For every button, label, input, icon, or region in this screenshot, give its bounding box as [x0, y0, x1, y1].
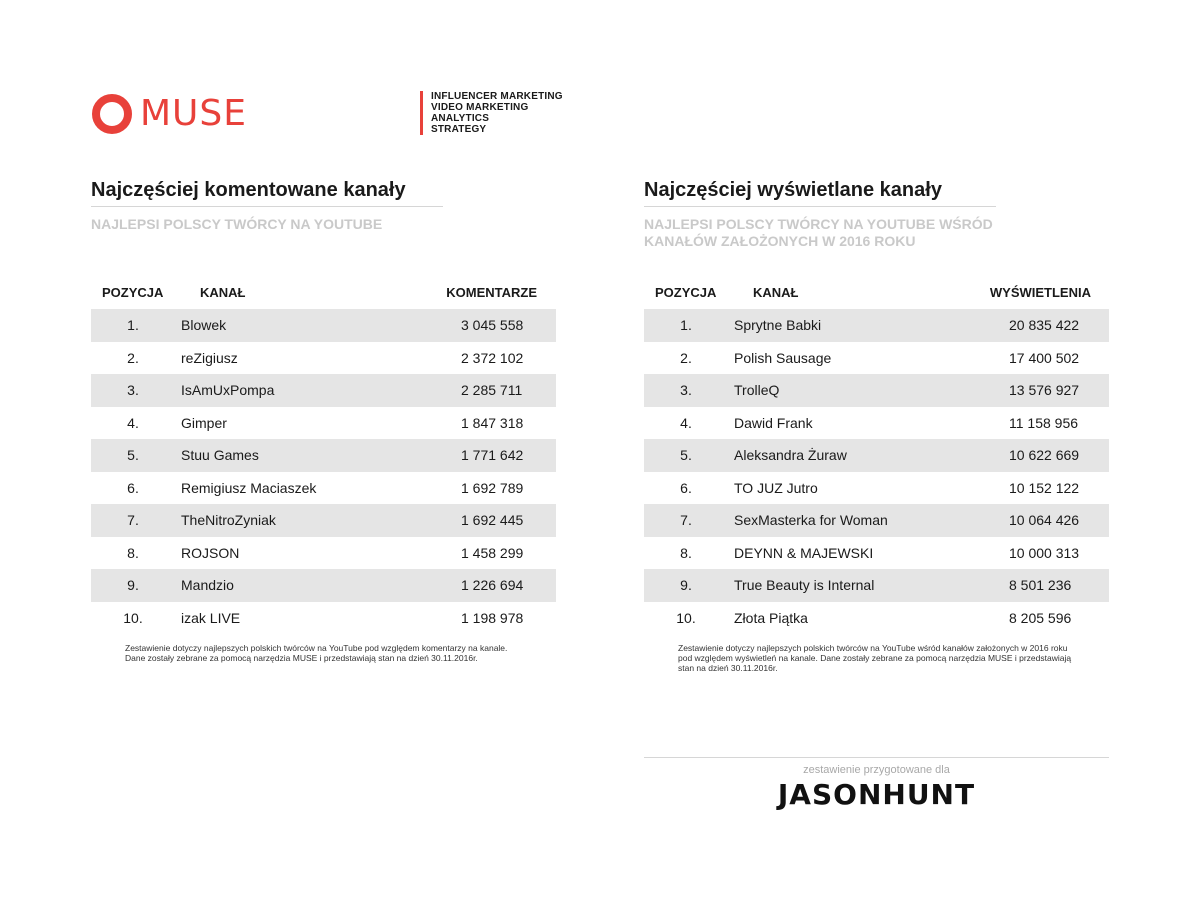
header-views: WYŚWIETLENIA — [989, 285, 1091, 300]
row-position: 3. — [127, 382, 139, 399]
row-channel: Aleksandra Żuraw — [734, 447, 847, 464]
row-channel: reZigiusz — [181, 349, 238, 366]
table-row — [91, 342, 556, 375]
header-comments: KOMENTARZE — [446, 285, 537, 300]
row-value: 10 152 122 — [1009, 479, 1080, 496]
tagline-line: ANALYTICS — [431, 113, 490, 124]
row-value: 1 771 642 — [461, 447, 524, 464]
row-channel: ROJSON — [181, 544, 240, 561]
views-ranking-section — [644, 178, 1109, 673]
title-divider — [91, 206, 443, 207]
section-title: Najczęściej wyświetlane kanały — [644, 179, 942, 201]
muse-logo — [92, 94, 247, 134]
table-row — [91, 374, 556, 407]
row-value: 10 064 426 — [1009, 512, 1080, 529]
row-position: 8. — [680, 544, 692, 561]
row-value: 13 576 927 — [1009, 382, 1080, 399]
row-channel: Remigiusz Maciaszek — [181, 479, 317, 496]
row-position: 9. — [127, 577, 139, 594]
tagline-line: STRATEGY — [431, 124, 487, 135]
tagline-line: INFLUENCER MARKETING — [431, 91, 563, 102]
row-value: 10 622 669 — [1009, 447, 1080, 464]
footnote-line: Dane zostały zebrane za pomocą narzędzia MUSE i przedstawiają stan na dzień 30.11.2016r. — [125, 653, 478, 663]
section-title: Najczęściej komentowane kanały — [91, 179, 406, 201]
row-channel: izak LIVE — [181, 609, 241, 626]
table-header — [644, 285, 1109, 303]
row-value: 17 400 502 — [1009, 349, 1080, 366]
row-position: 10. — [123, 609, 143, 626]
table-row — [91, 439, 556, 472]
table-row — [644, 602, 1109, 635]
row-channel: Polish Sausage — [734, 349, 832, 366]
row-position: 5. — [127, 447, 139, 464]
header-position: POZYCJA — [655, 285, 717, 300]
table-row — [91, 569, 556, 602]
table-row — [644, 342, 1109, 375]
row-value: 10 000 313 — [1009, 544, 1080, 561]
table-row — [644, 374, 1109, 407]
row-value: 20 835 422 — [1009, 317, 1080, 334]
row-channel: Mandzio — [181, 577, 234, 594]
row-position: 1. — [127, 317, 139, 334]
row-position: 8. — [127, 544, 139, 561]
jasonhunt-logo: JASONHUNT — [777, 778, 976, 811]
footnote-line: stan na dzień 30.11.2016r. — [678, 663, 778, 673]
row-position: 5. — [680, 447, 692, 464]
row-value: 2 372 102 — [461, 349, 524, 366]
tagline-block — [420, 91, 563, 135]
row-value: 1 226 694 — [461, 577, 524, 594]
row-position: 7. — [680, 512, 692, 529]
footnote-line: Zestawienie dotyczy najlepszych polskich twórców na YouTube wśród kanałów założonych w 2016 roku — [678, 643, 1068, 653]
row-position: 4. — [127, 414, 139, 431]
footer-divider — [644, 757, 1109, 758]
row-value: 2 285 711 — [461, 382, 523, 399]
row-channel: Gimper — [181, 414, 227, 431]
header-channel: KANAŁ — [753, 285, 799, 300]
row-channel: TO JUZ Jutro — [734, 479, 818, 496]
header-position: POZYCJA — [102, 285, 164, 300]
row-value: 1 692 445 — [461, 512, 524, 529]
muse-logo-icon — [92, 94, 132, 134]
section-subtitle: NAJLEPSI POLSCY TWÓRCY NA YOUTUBE WŚRÓD KANAŁÓW ZAŁOŻONYCH W 2016 ROKU — [644, 216, 993, 249]
row-channel: TheNitroZyniak — [181, 512, 276, 529]
footnote — [125, 643, 525, 663]
table-row — [644, 439, 1109, 472]
row-position: 9. — [680, 577, 692, 594]
section-subtitle: NAJLEPSI POLSCY TWÓRCY NA YOUTUBE — [91, 216, 383, 232]
footnote-line: Zestawienie dotyczy najlepszych polskich twórców na YouTube pod względem komentarzy na kanale. — [125, 643, 508, 653]
row-position: 3. — [680, 382, 692, 399]
row-position: 2. — [127, 349, 139, 366]
table-row — [91, 537, 556, 570]
footnote — [678, 643, 1078, 673]
row-channel: Dawid Frank — [734, 414, 813, 431]
table-row — [644, 472, 1109, 505]
footnote-line: pod względem wyświetleń na kanale. Dane zostały zebrane za pomocą narzędzia MUSE i przedstawiają — [678, 653, 1072, 663]
table-header — [91, 285, 556, 303]
table-row — [91, 504, 556, 537]
row-value: 1 198 978 — [461, 609, 524, 626]
table-row — [91, 472, 556, 505]
row-position: 10. — [676, 609, 696, 626]
header-channel: KANAŁ — [200, 285, 246, 300]
row-value: 1 692 789 — [461, 479, 524, 496]
table-row — [644, 309, 1109, 342]
row-value: 8 205 596 — [1009, 609, 1072, 626]
row-value: 1 458 299 — [461, 544, 524, 561]
row-channel: Sprytne Babki — [734, 317, 822, 334]
row-position: 4. — [680, 414, 692, 431]
table-row — [644, 407, 1109, 440]
muse-logo-text: MUSE — [140, 93, 248, 134]
row-channel: Blowek — [181, 317, 227, 334]
comments-ranking-section — [91, 178, 556, 663]
row-channel: True Beauty is Internal — [734, 577, 875, 594]
table-row — [644, 537, 1109, 570]
row-channel: Złota Piątka — [734, 609, 808, 626]
row-channel: TrolleQ — [734, 382, 780, 399]
table-row — [91, 309, 556, 342]
row-position: 7. — [127, 512, 139, 529]
row-value: 3 045 558 — [461, 317, 524, 334]
row-position: 6. — [680, 479, 692, 496]
tagline-line: VIDEO MARKETING — [431, 102, 529, 113]
table-row — [644, 569, 1109, 602]
row-value: 1 847 318 — [461, 414, 524, 431]
table-row — [91, 602, 556, 635]
row-channel: DEYNN & MAJEWSKI — [734, 544, 874, 561]
row-channel: IsAmUxPompa — [181, 382, 275, 399]
table-row — [91, 407, 556, 440]
ranking-table — [644, 309, 1109, 634]
row-value: 11 158 956 — [1009, 414, 1079, 431]
row-value: 8 501 236 — [1009, 577, 1072, 594]
ranking-table — [91, 309, 556, 634]
title-divider — [644, 206, 996, 207]
row-position: 1. — [680, 317, 692, 334]
row-position: 6. — [127, 479, 139, 496]
row-position: 2. — [680, 349, 692, 366]
table-row — [644, 504, 1109, 537]
row-channel: SexMasterka for Woman — [734, 512, 888, 529]
footer-caption: zestawienie przygotowane dla — [803, 764, 950, 776]
row-channel: Stuu Games — [181, 447, 259, 464]
